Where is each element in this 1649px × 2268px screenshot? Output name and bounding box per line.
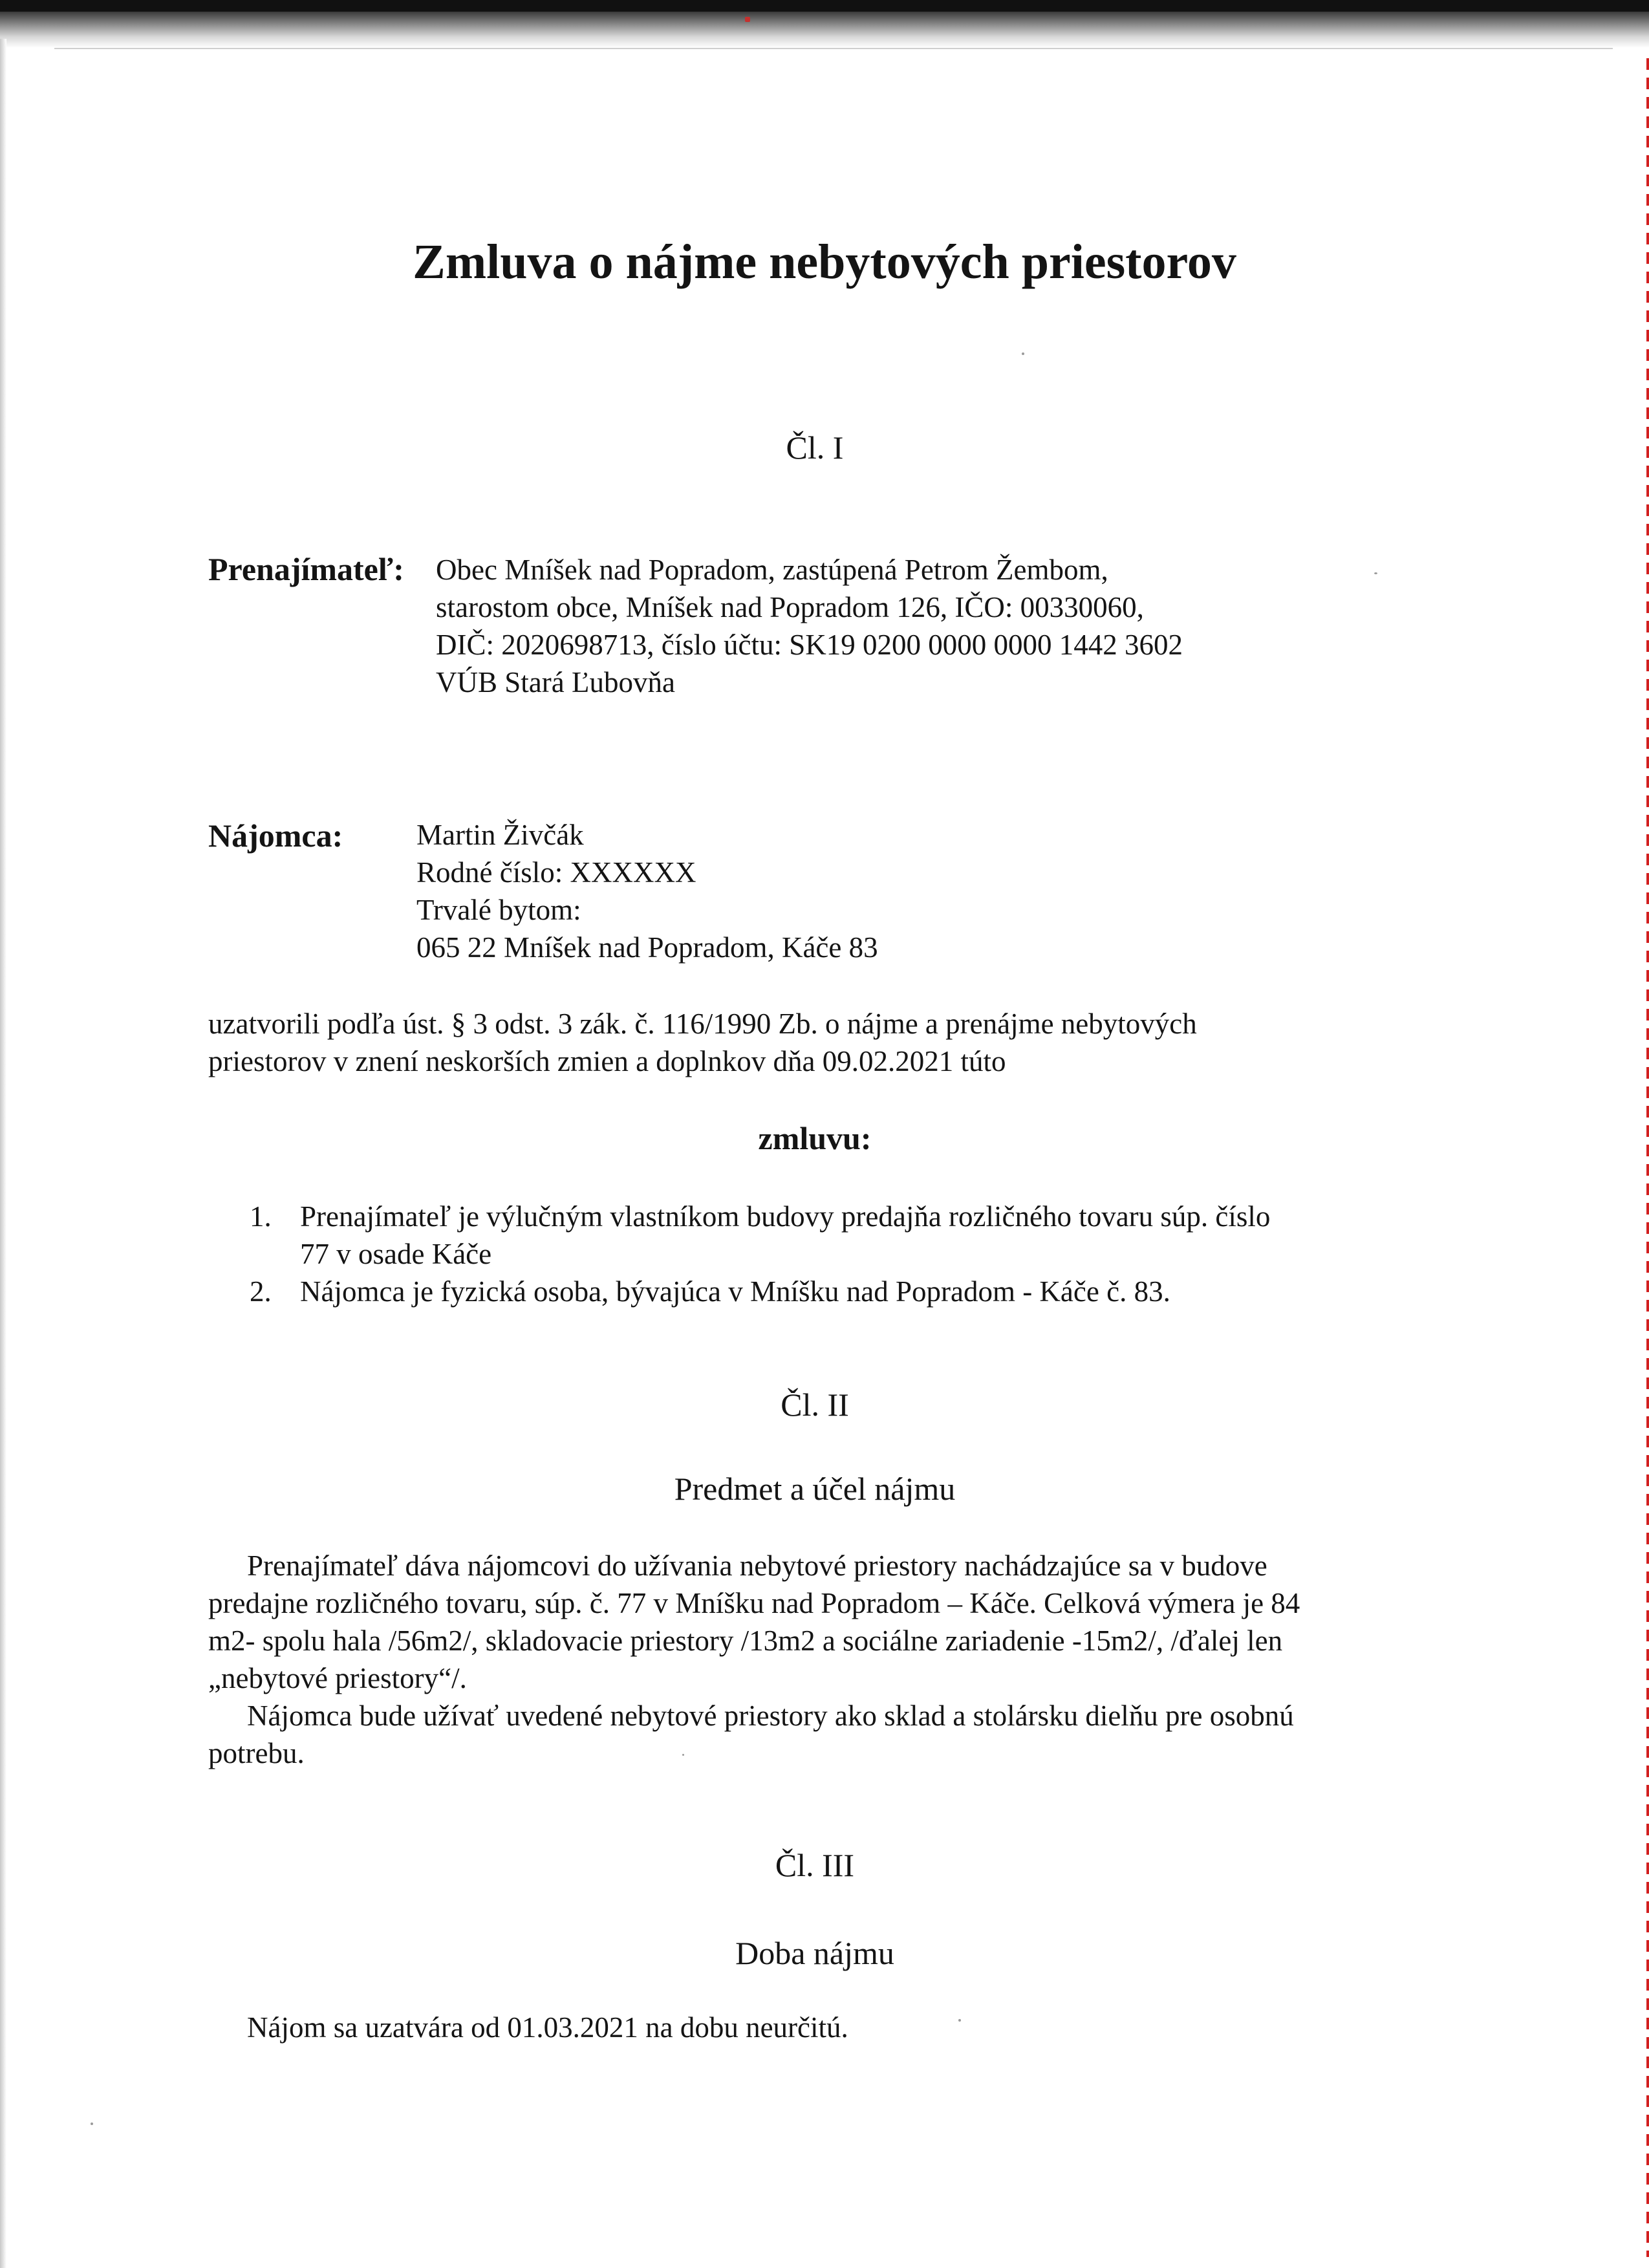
intro-line: uzatvorili podľa úst. § 3 odst. 3 zák. č. 116/1990 Zb. o nájme a prenájme nebytových: [208, 1008, 1197, 1040]
list-item-line: Nájomca je fyzická osoba, bývajúca v Mníšku nad Popradom - Káče č. 83.: [300, 1275, 1170, 1308]
scan-speck: [1374, 572, 1377, 574]
article-1-heading: Čl. I: [786, 429, 844, 466]
tenant-line: 065 22 Mníšek nad Popradom, Káče 83: [416, 931, 878, 964]
scan-top-shadow: [0, 12, 1649, 48]
list-item-line: 77 v osade Káče: [300, 1238, 492, 1270]
landlord-line: starostom obce, Mníšek nad Popradom 126, IČO: 00330060,: [436, 591, 1144, 623]
paragraph-line: predajne rozličného tovaru, súp. č. 77 v Mníšku nad Popradom – Káče. Celková výmera je 84: [208, 1587, 1300, 1619]
landlord-details: [436, 551, 1183, 701]
article-3-subheading: Doba nájmu: [735, 1935, 894, 1971]
scan-speck: [958, 2019, 961, 2022]
paragraph-line: m2- spolu hala /56m2/, skladovacie priestory /13m2 a sociálne zariadenie -15m2/, /ďalej len: [208, 1625, 1283, 1657]
scan-red-mark: [745, 17, 750, 22]
tenant-label: Nájomca:: [208, 817, 343, 854]
paragraph-line: Nájomca bude užívať uvedené nebytové priestory ako sklad a stolársku dielňu pre osobnú: [247, 1700, 1294, 1732]
document-title: Zmluva o nájme nebytových priestorov: [413, 235, 1236, 289]
tenant-line: Rodné číslo: XXXXXX: [416, 856, 696, 889]
intro-paragraph: [208, 1005, 1197, 1080]
scan-right-edge: [1646, 58, 1649, 2257]
paragraph-line: Prenajímateľ dáva nájomcovi do užívania nebytové priestory nachádzajúce sa v budove: [247, 1550, 1267, 1582]
article-2-heading: Čl. II: [781, 1387, 849, 1423]
scan-speck: [91, 2122, 93, 2125]
tenant-details: [416, 816, 878, 966]
scan-speck: [1022, 352, 1024, 355]
page-top-edge: [54, 48, 1613, 49]
landlord-line: DIČ: 2020698713, číslo účtu: SK19 0200 0000 0000 1442 3602: [436, 629, 1183, 661]
list-item: [300, 1198, 1270, 1273]
list-item-number: 1.: [250, 1200, 272, 1233]
article-2-paragraph: [208, 1547, 1300, 1772]
scan-top-border: [0, 0, 1649, 12]
list-item: [300, 1273, 1170, 1310]
landlord-label: Prenajímateľ:: [208, 551, 404, 587]
tenant-line: Martin Živčák: [416, 819, 584, 851]
contract-word: zmluvu:: [758, 1120, 872, 1156]
paragraph-line: „nebytové priestory“/.: [208, 1662, 467, 1694]
landlord-line: VÚB Stará Ľubovňa: [436, 666, 675, 698]
article-3-heading: Čl. III: [775, 1847, 855, 1883]
article-3-text: Nájom sa uzatvára od 01.03.2021 na dobu neurčitú.: [247, 2011, 848, 2044]
landlord-line: Obec Mníšek nad Popradom, zastúpená Petrom Žembom,: [436, 554, 1108, 586]
list-item-number: 2.: [250, 1275, 272, 1308]
intro-line: priestorov v znení neskorších zmien a doplnkov dňa 09.02.2021 túto: [208, 1045, 1006, 1077]
list-item-line: Prenajímateľ je výlučným vlastníkom budovy predajňa rozličného tovaru súp. číslo: [300, 1200, 1271, 1233]
paragraph-line: potrebu.: [208, 1737, 305, 1769]
article-2-subheading: Predmet a účel nájmu: [674, 1471, 956, 1507]
tenant-line: Trvalé bytom:: [416, 894, 581, 926]
